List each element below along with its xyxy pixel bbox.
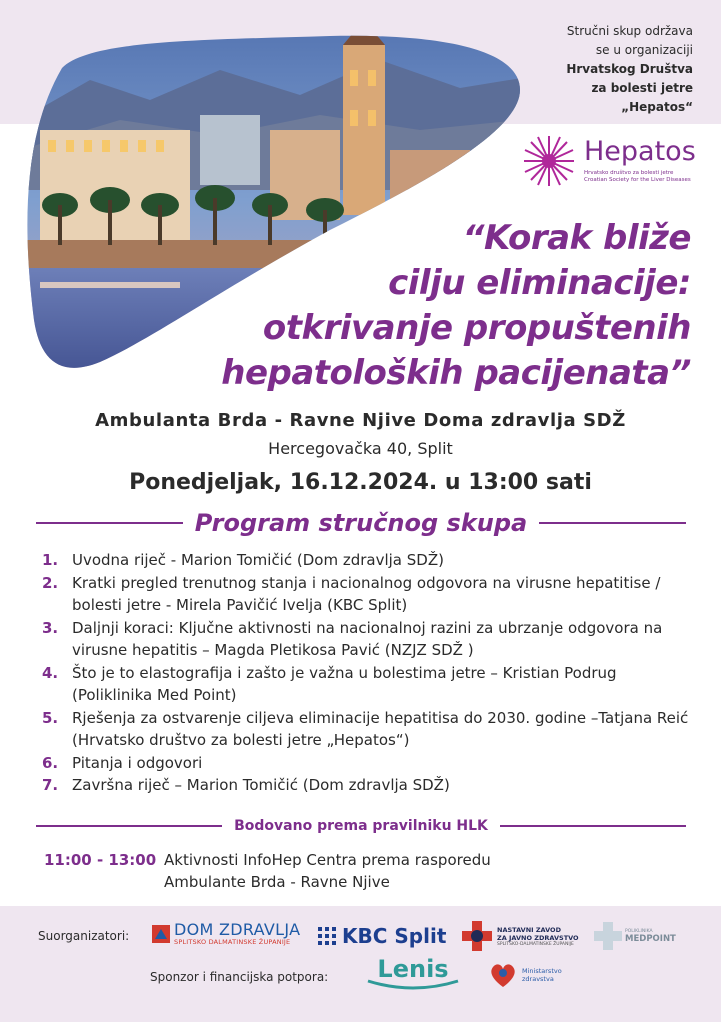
agenda-item xyxy=(42,752,692,775)
organizer-note-line5: „Hepatos“ xyxy=(621,100,693,114)
agenda-item xyxy=(42,662,692,707)
co-organizers-label: Suorganizatori: xyxy=(38,929,130,943)
agenda-item-text: Pitanja i odgovori xyxy=(72,753,203,772)
agenda-item xyxy=(42,774,692,797)
venue-address: Hercegovačka 40, Split xyxy=(268,439,453,458)
nzjz-logo-line1: NASTAVNI ZAVOD xyxy=(497,925,561,934)
infohep-schedule xyxy=(44,849,684,893)
medpoint-logo xyxy=(594,922,676,950)
organizer-note-line2: se u organizaciji xyxy=(595,43,693,57)
schedule-time: 11:00 - 13:00 xyxy=(44,851,157,869)
agenda-item-text: Završna riječ – Marion Tomičić (Dom zdravlja SDŽ) xyxy=(72,776,450,794)
agenda-item-number: 7. xyxy=(42,776,59,794)
organizer-note-line1: Stručni skup održava xyxy=(566,24,693,38)
lenis-logo-text: Lenis xyxy=(377,955,449,983)
organizer-note xyxy=(503,22,693,117)
kbc-split-logo xyxy=(318,924,446,948)
agenda-item-text: Uvodna riječ - Marion Tomičić (Dom zdravlja SDŽ) xyxy=(72,551,444,569)
credits-heading-label: Bodovano prema pravilniku HLK xyxy=(234,818,488,834)
event-title xyxy=(221,216,691,396)
agenda-item-number: 4. xyxy=(42,663,59,682)
medpoint-logo-line1: POLIKLINIKA xyxy=(625,928,653,934)
agenda-item-text: Kratki pregled trenutnog stanja i nacionalnog odgovora na virusne hepatitise / bolesti jetre - Mirela Pavičić Ivelja (KBC Split) xyxy=(72,573,661,614)
agenda-item xyxy=(42,617,692,662)
credits-heading xyxy=(36,818,686,834)
program-heading-label: Program stručnog skupa xyxy=(194,509,528,537)
agenda-item-number: 1. xyxy=(42,551,59,569)
ministarstvo-logo xyxy=(488,960,562,990)
divider-left xyxy=(36,522,183,524)
organizer-note-line3: Hrvatskog Društva xyxy=(566,62,693,76)
dom-zdravlja-logo-line2: SPLITSKO DALMATINSKE ŽUPANIJE xyxy=(174,938,291,946)
divider-right xyxy=(539,522,686,524)
schedule-activity-line2: Ambulante Brda - Ravne Njive xyxy=(164,873,390,891)
schedule-activity xyxy=(164,849,684,893)
ministarstvo-heart-icon xyxy=(488,960,518,990)
agenda-item-number: 5. xyxy=(42,708,59,727)
event-title-line2: cilju eliminacije: xyxy=(388,263,691,303)
lenis-swoosh-icon xyxy=(366,979,460,991)
nzjz-logo-line2: ZA JAVNO ZDRAVSTVO xyxy=(497,933,579,942)
event-datetime: Ponedjeljak, 16.12.2024. u 13:00 sati xyxy=(129,470,592,495)
medpoint-logo-line2: MEDPOINT xyxy=(625,933,676,944)
sponsor-label: Sponzor i financijska potpora: xyxy=(150,970,329,984)
hepatos-logo-sub2: Croatian Society for the Liver Diseases xyxy=(584,177,691,183)
ministarstvo-logo-line1: Ministarstvo xyxy=(522,967,562,975)
event-title-line1: “Korak bliže xyxy=(462,218,691,258)
dom-zdravlja-logo-line1: DOM ZDRAVLJA xyxy=(174,920,301,939)
agenda-item-text: Što je to elastografija i zašto je važna u bolestima jetre – Kristian Podrug (Poliklinika Med Point) xyxy=(72,663,617,704)
event-title-line4: hepatoloških pacijenata” xyxy=(221,353,691,393)
schedule-activity-line1: Aktivnosti InfoHep Centra prema rasporedu xyxy=(164,851,491,869)
program-heading xyxy=(36,509,686,537)
hepatos-logo-name: Hepatos xyxy=(584,136,696,167)
medpoint-cross-icon xyxy=(594,922,622,950)
ministarstvo-logo-line2: zdravstva xyxy=(522,975,554,983)
dom-zdravlja-logo xyxy=(152,922,300,946)
organizer-note-line4: za bolesti jetre xyxy=(591,81,693,95)
venue-name: Ambulanta Brda - Ravne Njive Doma zdravlja SDŽ xyxy=(95,410,626,431)
kbc-grid-icon xyxy=(318,927,336,945)
nzjz-logo-line3: SPLITSKO-DALMATINSKE ŽUPANIJE xyxy=(497,941,574,947)
agenda-item-number: 6. xyxy=(42,753,59,772)
agenda-item-text: Daljnji koraci: Ključne aktivnosti na nacionalnoj razini za ubrzanje odgovora na virusne hepatitis – Magda Pletikosa Pavić (NZJZ SDŽ ) xyxy=(72,618,663,659)
dom-zdravlja-emblem-icon xyxy=(152,925,170,943)
hepatos-logo-subtitle xyxy=(584,170,704,184)
agenda-item xyxy=(42,707,692,752)
nzjz-logo xyxy=(462,921,579,951)
agenda-item xyxy=(42,572,692,617)
agenda-item-number: 2. xyxy=(42,573,59,592)
divider-left xyxy=(36,825,222,827)
agenda-item xyxy=(42,549,692,572)
event-title-line3: otkrivanje propuštenih xyxy=(262,308,691,348)
kbc-split-logo-text: KBC Split xyxy=(342,924,447,948)
agenda-list xyxy=(42,549,692,797)
lenis-logo xyxy=(366,955,460,991)
nzjz-cross-icon xyxy=(462,921,492,951)
hepatos-logo-icon xyxy=(520,132,578,190)
agenda-item-text: Rješenja za ostvarenje ciljeva eliminacije hepatitisa do 2030. godine –Tatjana Reić (Hrvatsko društvo za bolesti jetre „Hepatos“) xyxy=(72,708,689,749)
hepatos-logo-sub1: Hrvatsko društvo za bolesti jetre xyxy=(584,170,674,176)
divider-right xyxy=(500,825,686,827)
agenda-item-number: 3. xyxy=(42,618,59,637)
